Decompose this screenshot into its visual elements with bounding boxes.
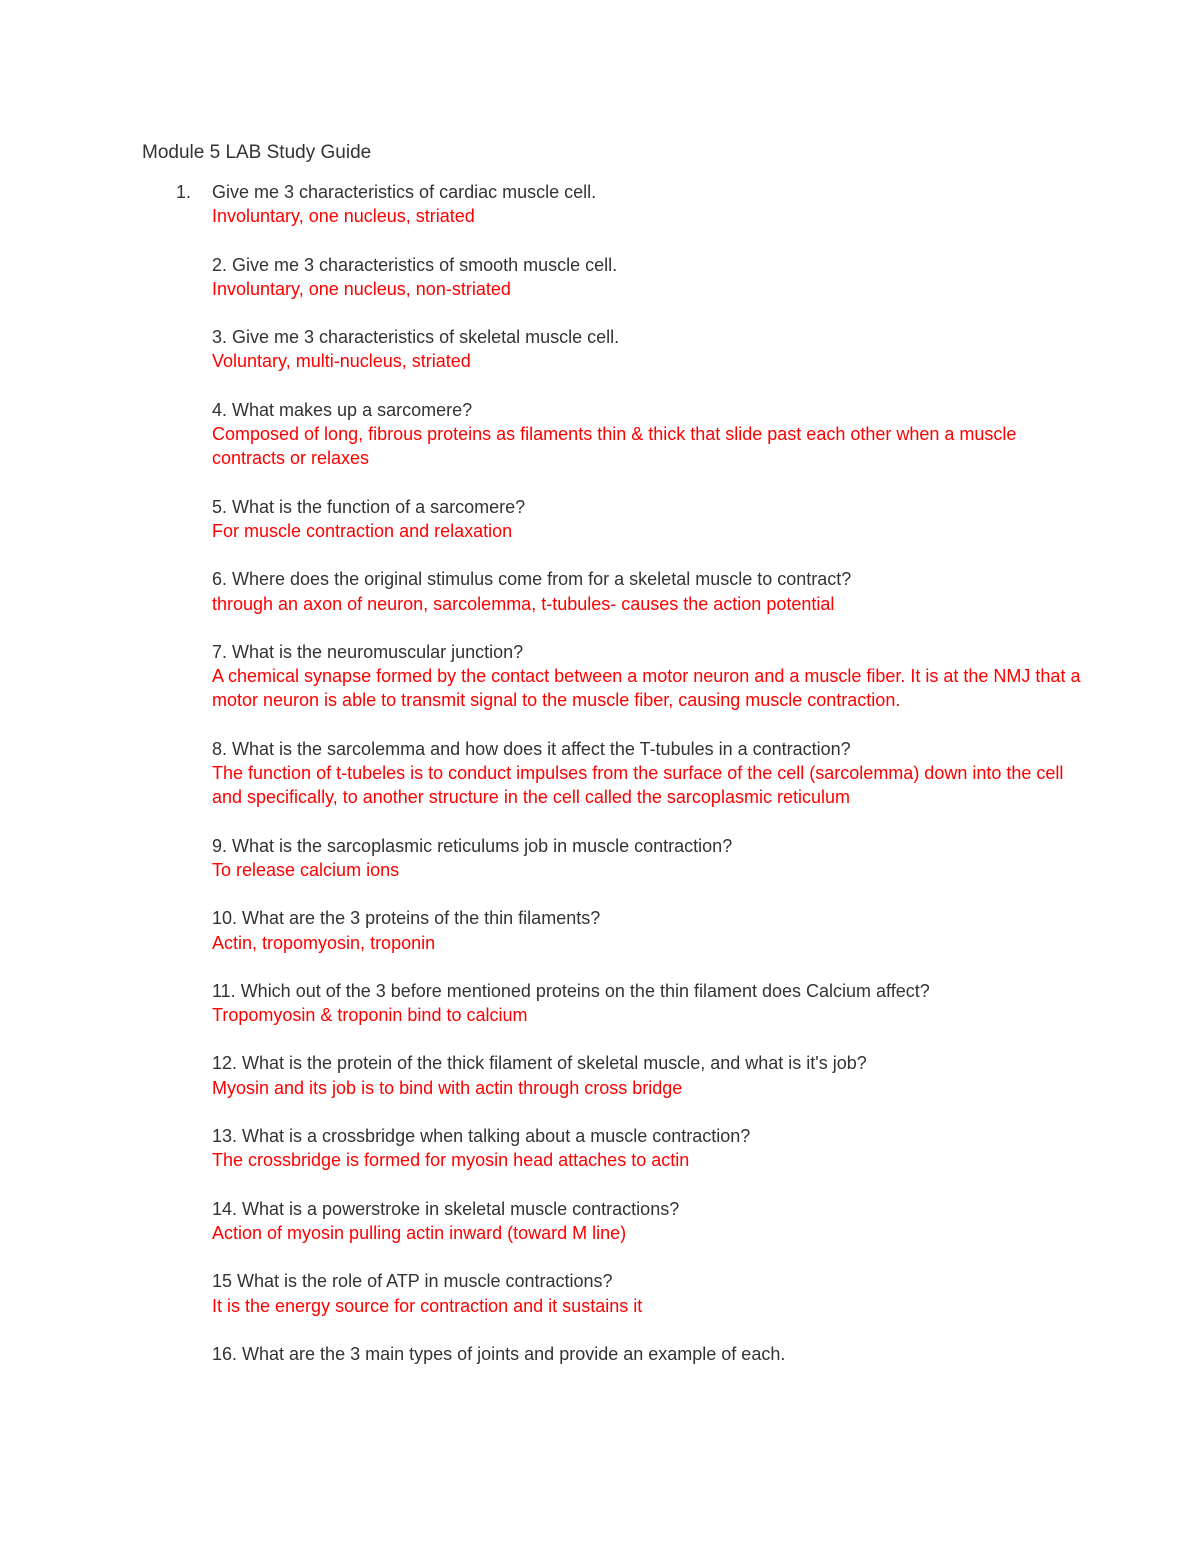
list-item <box>212 1051 1082 1100</box>
answer-text: For muscle contraction and relaxation <box>212 520 513 541</box>
list-item <box>212 834 1082 883</box>
answer-text: Involuntary, one nucleus, striated <box>212 206 475 227</box>
list-item <box>212 906 1082 955</box>
answer-text: The crossbridge is formed for myosin head attaches to actin <box>212 1150 690 1171</box>
answer-text: It is the energy source for contraction and it sustains it <box>212 1295 643 1316</box>
answer-text: Action of myosin pulling actin inward (toward M line) <box>212 1222 627 1243</box>
question-text: 6. Where does the original stimulus come from for a skeletal muscle to contract? <box>212 569 852 590</box>
answer-text: Involuntary, one nucleus, non-striated <box>212 278 511 299</box>
list-item <box>212 253 1082 302</box>
list-item <box>212 495 1082 544</box>
question-text: 10. What are the 3 proteins of the thin filaments? <box>212 908 601 929</box>
answer-text: Tropomyosin & troponin bind to calcium <box>212 1005 528 1026</box>
question-text: 8. What is the sarcolemma and how does it affect the T-tubules in a contraction? <box>212 738 851 759</box>
answer-text: To release calcium ions <box>212 859 400 880</box>
question-text: 12. What is the protein of the thick filament of skeletal muscle, and what is it's job? <box>212 1053 867 1074</box>
question-text: 7. What is the neuromuscular junction? <box>212 641 524 662</box>
list-item <box>212 567 1082 616</box>
list-item <box>212 1342 1082 1366</box>
question-text: 11. Which out of the 3 before mentioned proteins on the thin filament does Calcium affect? <box>212 980 930 1001</box>
document-title: Module 5 LAB Study Guide <box>142 142 372 163</box>
list-number-marker: 1. <box>176 182 192 202</box>
question-text: 4. What makes up a sarcomere? <box>212 399 473 420</box>
question-list <box>176 180 1082 1366</box>
question-text: 5. What is the function of a sarcomere? <box>212 496 526 517</box>
question-text: 15 What is the role of ATP in muscle contractions? <box>212 1271 613 1292</box>
list-item <box>212 398 1082 471</box>
list-item <box>176 180 1082 229</box>
question-text: 3. Give me 3 characteristics of skeletal muscle cell. <box>212 327 620 348</box>
question-text: Give me 3 characteristics of cardiac muscle cell. <box>212 182 597 202</box>
answer-text: Actin, tropomyosin, troponin <box>212 932 436 953</box>
list-item <box>212 1124 1082 1173</box>
list-item <box>212 1269 1082 1318</box>
list-item <box>212 325 1082 374</box>
question-text: 9. What is the sarcoplasmic reticulums job in muscle contraction? <box>212 835 733 856</box>
answer-text: The function of t-tubeles is to conduct impulses from the surface of the cell (sarcolemma) down into the cell and specifically, to another structure in the cell called the sarcoplasmic reticulum <box>212 763 1064 808</box>
question-text: 2. Give me 3 characteristics of smooth muscle cell. <box>212 254 618 275</box>
question-text: 14. What is a powerstroke in skeletal muscle contractions? <box>212 1198 680 1219</box>
answer-text: Composed of long, fibrous proteins as filaments thin & thick that slide past each other when a muscle contracts or relaxes <box>212 424 1017 469</box>
answer-text: Myosin and its job is to bind with actin through cross bridge <box>212 1077 683 1098</box>
question-text: 13. What is a crossbridge when talking about a muscle contraction? <box>212 1126 751 1147</box>
answer-text: A chemical synapse formed by the contact between a motor neuron and a muscle fiber. It is at the NMJ that a motor neuron is able to transmit signal to the muscle fiber, causing muscle contraction. <box>212 666 1081 711</box>
list-item <box>212 640 1082 713</box>
list-item <box>212 1197 1082 1246</box>
question-text: 16. What are the 3 main types of joints and provide an example of each. <box>212 1343 786 1364</box>
answer-text: through an axon of neuron, sarcolemma, t-tubules- causes the action potential <box>212 593 835 614</box>
list-item <box>212 979 1082 1028</box>
answer-text: Voluntary, multi-nucleus, striated <box>212 351 471 372</box>
list-item <box>212 737 1082 810</box>
